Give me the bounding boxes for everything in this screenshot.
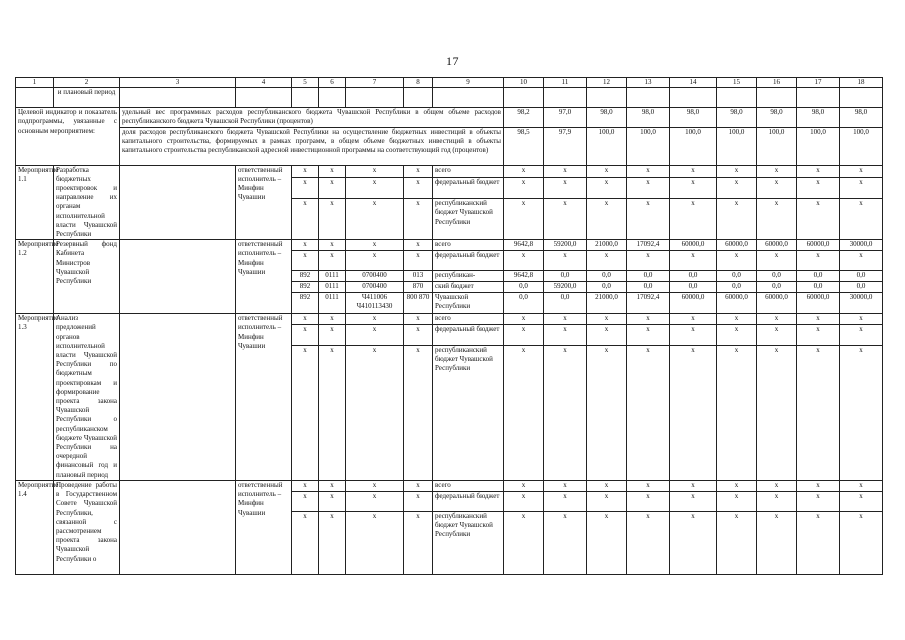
code-cell: x xyxy=(292,325,319,345)
funding-value: x xyxy=(627,199,670,240)
column-number: 12 xyxy=(587,78,627,88)
indicator-row xyxy=(16,127,883,165)
funding-value: x xyxy=(717,199,757,240)
code-cell: 0700400 xyxy=(346,271,404,282)
funding-value: 60000,0 xyxy=(797,240,840,251)
funding-value: x xyxy=(504,480,544,491)
funding-value: x xyxy=(757,480,797,491)
column-number: 15 xyxy=(717,78,757,88)
indicator-value: 98,0 xyxy=(627,108,670,127)
empty-cell xyxy=(319,88,346,108)
funding-value: x xyxy=(840,325,883,345)
table-body xyxy=(16,78,883,575)
funding-value: x xyxy=(797,345,840,480)
indicator-value: 100,0 xyxy=(670,127,717,165)
code-cell: 892 xyxy=(292,293,319,314)
code-cell: x xyxy=(346,177,404,199)
funding-value: 0,0 xyxy=(504,282,544,293)
funding-value: x xyxy=(670,251,717,271)
column-number: 10 xyxy=(504,78,544,88)
funding-source: ский бюджет xyxy=(433,282,504,293)
code-cell: 892 xyxy=(292,282,319,293)
empty-cell xyxy=(433,88,504,108)
code-cell: x xyxy=(319,480,346,491)
funding-value: x xyxy=(717,491,757,511)
funding-source: всего xyxy=(433,480,504,491)
column-number: 6 xyxy=(319,78,346,88)
indicator-value: 100,0 xyxy=(840,127,883,165)
indicator-value: 98,0 xyxy=(840,108,883,127)
funding-value: 59200,0 xyxy=(544,282,587,293)
funding-value: x xyxy=(717,325,757,345)
indicator-value: 98,0 xyxy=(717,108,757,127)
measure-id: Мероприятие 1.2 xyxy=(16,240,54,314)
measure-title: Проведение работы в Государственном Совете Чувашской Республики, связанной с рассмотрением проекта закона Чувашской Республики о xyxy=(54,480,120,574)
indicator-value: 98,0 xyxy=(757,108,797,127)
code-cell: 892 xyxy=(292,271,319,282)
empty-cell xyxy=(504,88,544,108)
funding-value: 0,0 xyxy=(544,271,587,282)
funding-value: 0,0 xyxy=(587,282,627,293)
code-cell: 870 xyxy=(404,282,433,293)
page-number: 17 xyxy=(446,54,459,68)
funding-value: 0,0 xyxy=(627,271,670,282)
funding-value: x xyxy=(670,314,717,325)
code-cell: x xyxy=(319,345,346,480)
code-cell: x xyxy=(346,251,404,271)
funding-value: x xyxy=(627,177,670,199)
column-number: 18 xyxy=(840,78,883,88)
funding-value: 0,0 xyxy=(587,271,627,282)
measure-id: Мероприятие 1.4 xyxy=(16,480,54,574)
funding-value: 30000,0 xyxy=(840,293,883,314)
funding-value: x xyxy=(840,314,883,325)
measure-row xyxy=(16,240,883,251)
empty-cell xyxy=(797,88,840,108)
empty-cell xyxy=(120,240,236,314)
funding-value: x xyxy=(757,314,797,325)
funding-source: федеральный бюджет xyxy=(433,325,504,345)
continuation-row xyxy=(16,88,883,108)
funding-value: x xyxy=(797,511,840,574)
indicator-value: 98,2 xyxy=(504,108,544,127)
funding-source: всего xyxy=(433,240,504,251)
indicator-row xyxy=(16,108,883,127)
funding-value: x xyxy=(717,165,757,177)
funding-value: 0,0 xyxy=(797,282,840,293)
funding-source: всего xyxy=(433,314,504,325)
funding-value: x xyxy=(544,177,587,199)
funding-value: x xyxy=(797,491,840,511)
funding-value: x xyxy=(840,491,883,511)
funding-value: x xyxy=(670,165,717,177)
indicator-value: 98,0 xyxy=(587,108,627,127)
funding-value: 60000,0 xyxy=(797,293,840,314)
code-cell: x xyxy=(346,491,404,511)
funding-value: x xyxy=(587,480,627,491)
funding-value: x xyxy=(757,251,797,271)
code-cell: x xyxy=(346,325,404,345)
column-number: 5 xyxy=(292,78,319,88)
code-cell: x xyxy=(346,240,404,251)
code-cell: x xyxy=(404,511,433,574)
funding-value: 0,0 xyxy=(627,282,670,293)
funding-value: x xyxy=(544,345,587,480)
funding-value: 0,0 xyxy=(757,282,797,293)
measure-row xyxy=(16,165,883,177)
empty-cell xyxy=(717,88,757,108)
indicator-value: 100,0 xyxy=(797,127,840,165)
funding-source: республиканский бюджет Чувашской Республики xyxy=(433,345,504,480)
column-number: 2 xyxy=(54,78,120,88)
program-table xyxy=(15,77,883,575)
code-cell: x xyxy=(292,165,319,177)
indicator-text: удельный вес программных расходов республиканского бюджета Чувашской Республики в общем объеме расходов республиканского бюджета Чувашской Республики (процентов) xyxy=(120,108,504,127)
code-cell: x xyxy=(292,251,319,271)
indicator-text: доля расходов республиканского бюджета Чувашской Республики на осуществление бюджетных инвестиций в объекты капитального строительства, формируемых в рамках программ, в общем объеме бюджетных инвестиций в объекты капитального строительства республиканской адресной инвестиционной программы на соответствующий год (процентов) xyxy=(120,127,504,165)
funding-value: x xyxy=(840,480,883,491)
funding-value: x xyxy=(797,251,840,271)
funding-value: 9642,8 xyxy=(504,240,544,251)
code-cell: x xyxy=(292,314,319,325)
empty-cell xyxy=(120,314,236,481)
funding-value: x xyxy=(504,325,544,345)
funding-value: 9642,8 xyxy=(504,271,544,282)
funding-value: x xyxy=(757,491,797,511)
funding-value: x xyxy=(504,345,544,480)
indicator-value: 100,0 xyxy=(587,127,627,165)
funding-value: x xyxy=(840,511,883,574)
measure-title: Разработка бюджетных проектировок и направление их органам исполнительной власти Чувашской Республики xyxy=(54,165,120,240)
funding-value: x xyxy=(544,251,587,271)
code-cell: x xyxy=(404,240,433,251)
empty-cell xyxy=(120,480,236,574)
funding-value: x xyxy=(504,177,544,199)
funding-value: x xyxy=(627,251,670,271)
code-cell: x xyxy=(404,314,433,325)
funding-value: x xyxy=(627,325,670,345)
funding-value: x xyxy=(504,491,544,511)
code-cell: x xyxy=(292,240,319,251)
funding-source: федеральный бюджет xyxy=(433,251,504,271)
funding-value: x xyxy=(670,177,717,199)
funding-source: республиканский бюджет Чувашской Республики xyxy=(433,511,504,574)
indicator-value: 98,5 xyxy=(504,127,544,165)
code-cell: x xyxy=(404,480,433,491)
empty-cell xyxy=(236,88,292,108)
column-number: 8 xyxy=(404,78,433,88)
funding-value: x xyxy=(840,199,883,240)
funding-value: x xyxy=(587,491,627,511)
code-cell: 013 xyxy=(404,271,433,282)
funding-source: федеральный бюджет xyxy=(433,177,504,199)
empty-cell xyxy=(544,88,587,108)
empty-cell xyxy=(292,88,319,108)
funding-value: 60000,0 xyxy=(670,293,717,314)
empty-cell xyxy=(120,165,236,240)
code-cell: x xyxy=(404,345,433,480)
code-cell: 0111 xyxy=(319,293,346,314)
funding-value: x xyxy=(717,511,757,574)
funding-value: x xyxy=(840,251,883,271)
funding-value: x xyxy=(504,511,544,574)
funding-value: 21000,0 xyxy=(587,240,627,251)
funding-source: республикан- xyxy=(433,271,504,282)
measure-row xyxy=(16,314,883,325)
column-number: 7 xyxy=(346,78,404,88)
column-number: 17 xyxy=(797,78,840,88)
funding-value: 60000,0 xyxy=(757,293,797,314)
funding-value: x xyxy=(544,480,587,491)
funding-value: x xyxy=(717,251,757,271)
funding-value: x xyxy=(587,345,627,480)
funding-value: x xyxy=(587,165,627,177)
code-cell: x xyxy=(346,165,404,177)
code-cell: x xyxy=(404,325,433,345)
funding-value: x xyxy=(587,314,627,325)
indicator-value: 98,0 xyxy=(670,108,717,127)
funding-value: x xyxy=(670,491,717,511)
funding-value: x xyxy=(670,199,717,240)
indicator-value: 100,0 xyxy=(627,127,670,165)
empty-cell xyxy=(404,88,433,108)
funding-value: x xyxy=(797,165,840,177)
funding-value: x xyxy=(797,480,840,491)
funding-value: x xyxy=(627,314,670,325)
code-cell: x xyxy=(319,240,346,251)
code-cell: 0111 xyxy=(319,282,346,293)
funding-value: 59200,0 xyxy=(544,240,587,251)
funding-value: x xyxy=(670,325,717,345)
funding-value: x xyxy=(717,314,757,325)
funding-value: 21000,0 xyxy=(587,293,627,314)
empty-cell xyxy=(757,88,797,108)
column-number: 14 xyxy=(670,78,717,88)
funding-value: x xyxy=(504,314,544,325)
funding-value: x xyxy=(544,511,587,574)
funding-value: x xyxy=(717,345,757,480)
funding-value: x xyxy=(717,177,757,199)
funding-value: 0,0 xyxy=(717,271,757,282)
responsible-executor: ответственный исполнитель – Минфин Чувашии xyxy=(236,314,292,481)
code-cell: x xyxy=(346,345,404,480)
column-number-row xyxy=(16,78,883,88)
indicator-value: 97,9 xyxy=(544,127,587,165)
measure-title: Анализ предложений органов исполнительной власти Чувашской Республики по бюджетным проектировкам и формирование проекта закона Чувашской Республики о республиканском бюджете Чувашской Республики на очередной финансовый год и плановый период xyxy=(54,314,120,481)
funding-value: x xyxy=(757,199,797,240)
funding-value: x xyxy=(797,314,840,325)
funding-source: республиканский бюджет Чувашской Республики xyxy=(433,199,504,240)
code-cell: x xyxy=(319,177,346,199)
empty-cell xyxy=(16,88,54,108)
measure-row xyxy=(16,480,883,491)
code-cell: 0111 xyxy=(319,271,346,282)
funding-value: x xyxy=(544,314,587,325)
funding-value: x xyxy=(670,345,717,480)
funding-value: 0,0 xyxy=(670,282,717,293)
responsible-executor: ответственный исполнитель – Минфин Чувашии xyxy=(236,240,292,314)
funding-value: x xyxy=(797,199,840,240)
funding-value: 0,0 xyxy=(717,282,757,293)
funding-value: 0,0 xyxy=(504,293,544,314)
code-cell: x xyxy=(292,491,319,511)
funding-value: 60000,0 xyxy=(717,293,757,314)
funding-value: x xyxy=(757,345,797,480)
funding-source: всего xyxy=(433,165,504,177)
code-cell: x xyxy=(292,199,319,240)
funding-value: x xyxy=(544,165,587,177)
funding-value: x xyxy=(544,199,587,240)
empty-cell xyxy=(670,88,717,108)
responsible-executor: ответственный исполнитель – Минфин Чувашии xyxy=(236,480,292,574)
funding-value: 17092,4 xyxy=(627,240,670,251)
funding-value: 60000,0 xyxy=(757,240,797,251)
empty-cell xyxy=(587,88,627,108)
funding-value: x xyxy=(544,325,587,345)
funding-value: x xyxy=(757,165,797,177)
column-number: 3 xyxy=(120,78,236,88)
indicator-label: Целевой индикатор и показатель подпрограммы, увязанные с основным мероприятием: xyxy=(16,108,120,165)
code-cell: x xyxy=(292,177,319,199)
code-cell: 800 870 xyxy=(404,293,433,314)
funding-value: x xyxy=(587,199,627,240)
funding-value: 60000,0 xyxy=(717,240,757,251)
indicator-value: 98,0 xyxy=(797,108,840,127)
column-number: 4 xyxy=(236,78,292,88)
funding-value: 0,0 xyxy=(840,282,883,293)
column-number: 16 xyxy=(757,78,797,88)
code-cell: Ч411006 Ч410113430 xyxy=(346,293,404,314)
column-number: 1 xyxy=(16,78,54,88)
code-cell: x xyxy=(319,314,346,325)
code-cell: x xyxy=(319,491,346,511)
funding-value: 0,0 xyxy=(544,293,587,314)
code-cell: x xyxy=(404,199,433,240)
funding-value: 0,0 xyxy=(670,271,717,282)
indicator-value: 100,0 xyxy=(757,127,797,165)
measure-id: Мероприятие 1.3 xyxy=(16,314,54,481)
funding-value: x xyxy=(627,480,670,491)
funding-source: федеральный бюджет xyxy=(433,491,504,511)
funding-source: Чувашской Республики xyxy=(433,293,504,314)
code-cell: x xyxy=(319,325,346,345)
funding-value: x xyxy=(797,177,840,199)
funding-value: x xyxy=(670,511,717,574)
code-cell: x xyxy=(346,314,404,325)
funding-value: 0,0 xyxy=(840,271,883,282)
column-number: 13 xyxy=(627,78,670,88)
code-cell: x xyxy=(292,345,319,480)
funding-value: x xyxy=(587,511,627,574)
funding-value: x xyxy=(504,165,544,177)
code-cell: x xyxy=(319,511,346,574)
code-cell: x xyxy=(319,165,346,177)
empty-cell xyxy=(346,88,404,108)
code-cell: x xyxy=(404,177,433,199)
funding-value: x xyxy=(840,345,883,480)
indicator-value: 97,0 xyxy=(544,108,587,127)
funding-value: x xyxy=(544,491,587,511)
funding-value: x xyxy=(670,480,717,491)
funding-value: x xyxy=(840,165,883,177)
code-cell: x xyxy=(404,251,433,271)
measure-title: Резервный фонд Кабинета Министров Чувашской Республики xyxy=(54,240,120,314)
funding-value: x xyxy=(627,491,670,511)
responsible-executor: ответственный исполнитель – Минфин Чувашии xyxy=(236,165,292,240)
funding-value: x xyxy=(587,325,627,345)
empty-cell xyxy=(627,88,670,108)
funding-value: 0,0 xyxy=(757,271,797,282)
empty-cell xyxy=(120,88,236,108)
code-cell: x xyxy=(346,480,404,491)
code-cell: x xyxy=(404,165,433,177)
empty-cell xyxy=(840,88,883,108)
code-cell: x xyxy=(404,491,433,511)
code-cell: x xyxy=(292,480,319,491)
funding-value: x xyxy=(717,480,757,491)
funding-value: x xyxy=(757,325,797,345)
funding-value: x xyxy=(504,251,544,271)
code-cell: 0700400 xyxy=(346,282,404,293)
column-number: 9 xyxy=(433,78,504,88)
funding-value: 0,0 xyxy=(797,271,840,282)
code-cell: x xyxy=(292,511,319,574)
measure-id: Мероприятие 1.1 xyxy=(16,165,54,240)
funding-value: x xyxy=(797,325,840,345)
funding-value: x xyxy=(587,251,627,271)
funding-value: x xyxy=(840,177,883,199)
funding-value: x xyxy=(627,511,670,574)
funding-value: x xyxy=(757,511,797,574)
funding-value: 30000,0 xyxy=(840,240,883,251)
continuation-text: и плановый период xyxy=(54,88,120,108)
code-cell: x xyxy=(319,251,346,271)
code-cell: x xyxy=(319,199,346,240)
code-cell: x xyxy=(346,511,404,574)
funding-value: x xyxy=(627,165,670,177)
funding-value: 60000,0 xyxy=(670,240,717,251)
indicator-value: 100,0 xyxy=(717,127,757,165)
code-cell: x xyxy=(346,199,404,240)
funding-value: x xyxy=(757,177,797,199)
funding-value: x xyxy=(587,177,627,199)
column-number: 11 xyxy=(544,78,587,88)
funding-value: 17092,4 xyxy=(627,293,670,314)
funding-value: x xyxy=(627,345,670,480)
funding-value: x xyxy=(504,199,544,240)
